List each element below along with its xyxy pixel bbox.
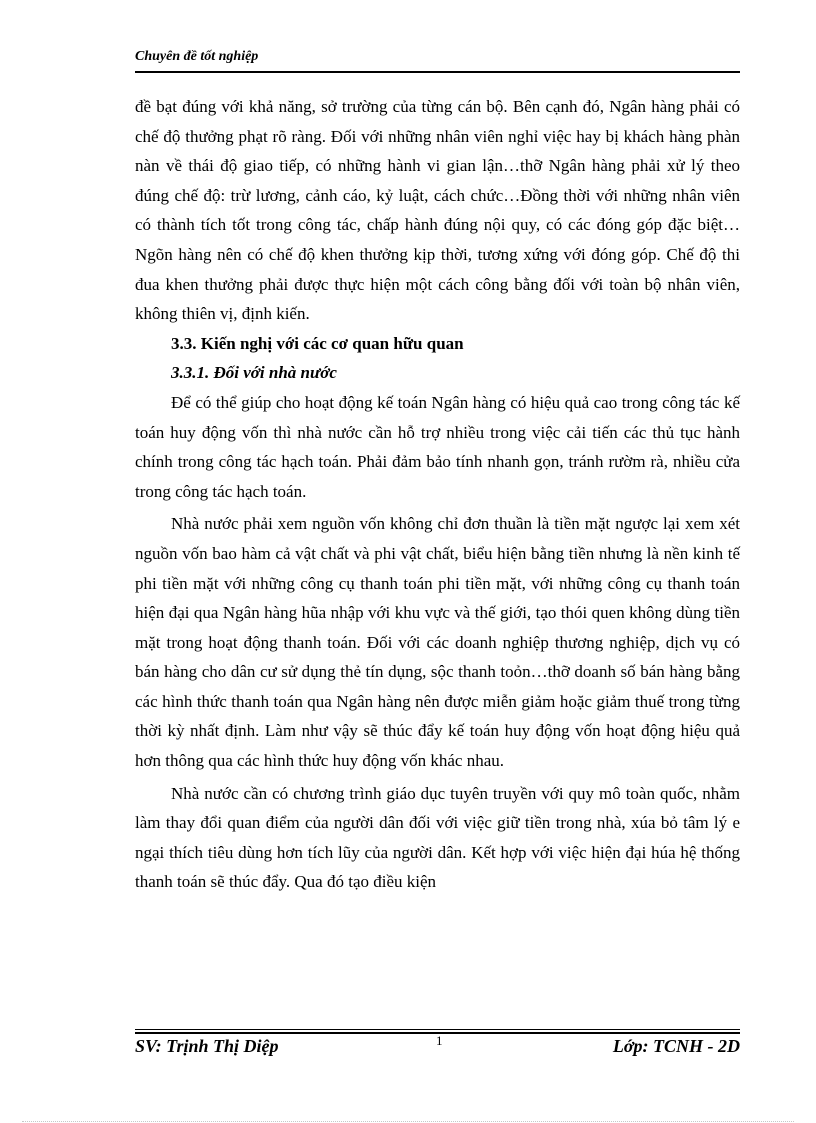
paragraph: Để có thể giúp cho hoạt động kế toán Ngân hàng có hiệu quả cao trong công tác kế toán huy động vốn thì nhà nước cần hỗ trợ nhiều trong việc cải tiến các thủ tục hành chính trong công tác hạch toán. Phải đảm bảo tính nhanh gọn, tránh rườm rà, nhiều cửa trong công tác hạch toán. [135,392,740,501]
paragraph: Nhà nước phải xem nguồn vốn không chỉ đơn thuần là tiền mặt ngược lại xem xét nguồn vốn bao hàm cả vật chất và phi vật chất, biểu hiện bằng tiền nhưng là nền kinh tế phi tiền mặt với những công cụ thanh toán phi tiền mặt, với những công cụ thanh toán hiện đại qua Ngân hàng hũa nhập với khu vực và thế giới, tạo thói quen không dùng tiền mặt trong hoạt động thanh toán. Đối với các doanh nghiệp thương nghiệp, dịch vụ có bán hàng cho dân cư sử dụng thẻ tín dụng, sộc thanh toỏn…thỡ doanh số bán hàng bằng các hình thức thanh toán qua Ngân hàng nên được miễn giảm hoặc giảm thuế trong từng thời kỳ nhất định. Làm như vậy sẽ thúc đẩy kế toán huy động vốn hoạt động hiệu quả hơn thông qua các hình thức huy động vốn khác nhau. [135,514,740,771]
header-divider [135,71,740,73]
page-number: 1 [436,1033,443,1048]
paragraph: Nhà nước cần có chương trình giáo dục tuyên truyền với quy mô toàn quốc, nhằm làm thay đổi quan điểm của người dân đối với việc giữ tiền trong nhà, xúa bỏ tâm lý e ngại thích tiêu dùng hơn tích lũy của người dân. Kết hợp với việc hiện đại húa hệ thống thanh toán sẽ thúc đẩy. Qua đó tạo điều kiện [135,783,740,892]
footer-class: Lớp: TCNH - 2D [612,1036,740,1056]
footer-divider [135,1029,740,1030]
paragraph-continued: đề bạt đúng với khả năng, sở trường của từng cán bộ. Bên cạnh đó, Ngân hàng phải có chế độ thưởng phạt rõ ràng. Đối với những nhân viên nghỉ việc hay bị khách hàng phàn nàn về thái độ giao tiếp, có những hành vi gian lận…thỡ Ngân hàng phải xử lý theo đúng chế độ: trừ lương, cảnh cáo, kỷ luật, cách chức…Đồng thời với những nhân viên có thành tích tốt trong công tác, chấp hành đúng nội quy, có các đóng góp đặc biệt…Ngõn hàng nên có chế độ khen thưởng kịp thời, tương xứng với đóng góp. Chế độ thi đua khen thưởng phải được thực hiện một cách công bằng đối với toàn bộ nhân viên, không thiên vị, định kiến. [135,97,740,324]
page-header-title: Chuyên đề tốt nghiệp [135,49,259,64]
page-boundary [22,1121,794,1122]
footer-student-name: SV: Trịnh Thị Diệp [135,1036,279,1056]
subsection-heading-3-3-1: 3.3.1. Đối với nhà nước [171,363,337,383]
section-heading-3-3: 3.3. Kiến nghị với các cơ quan hữu quan [171,333,464,353]
document-body [135,92,740,897]
